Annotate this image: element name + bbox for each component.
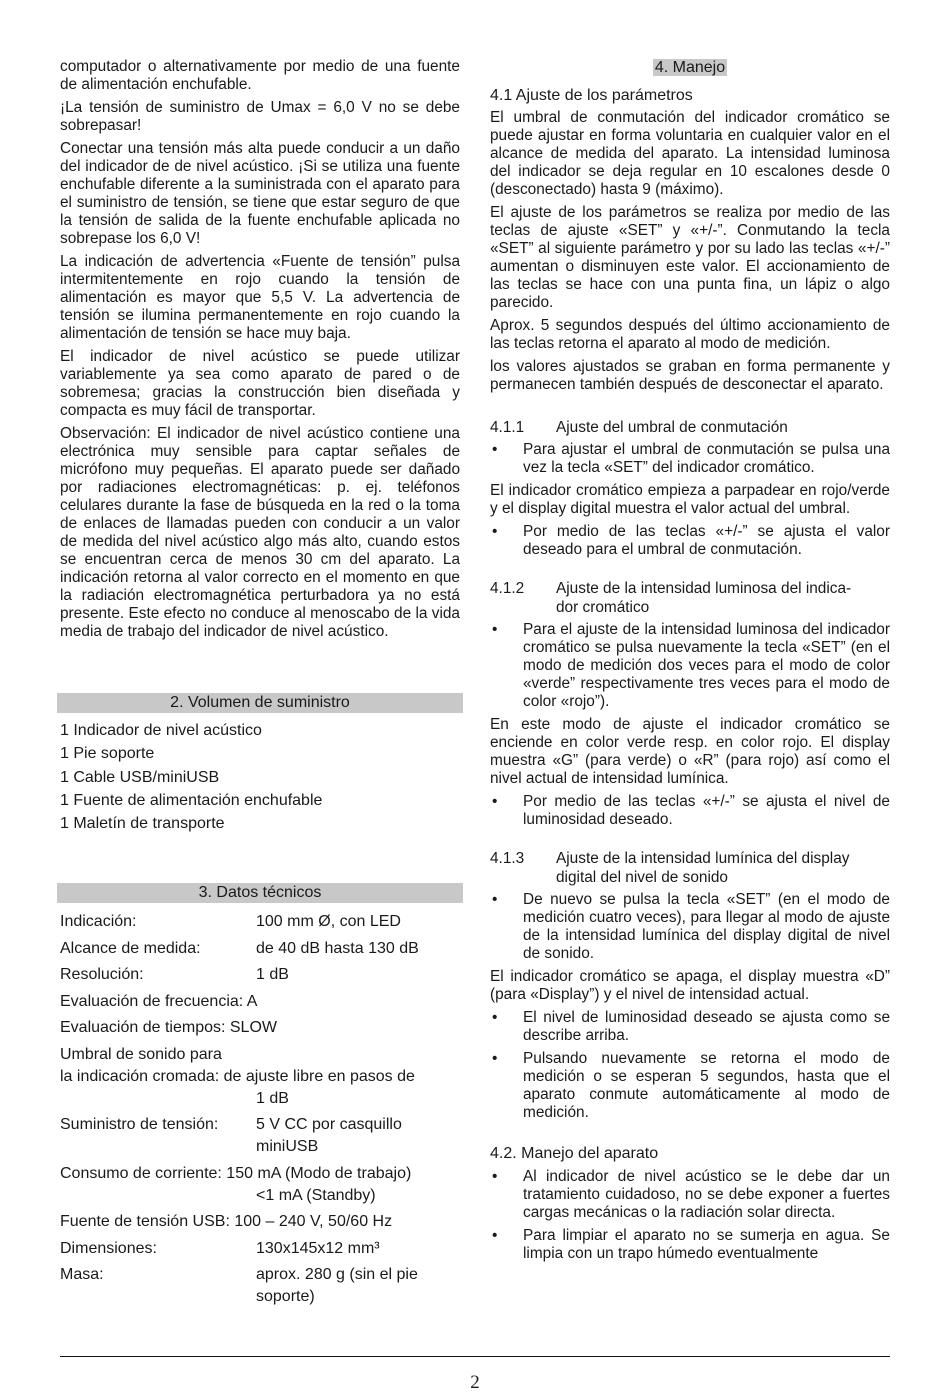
spec-row bbox=[60, 911, 460, 933]
section-number: 4.1.2 bbox=[490, 580, 525, 597]
bullet-item bbox=[490, 1227, 890, 1263]
paragraph: Aprox. 5 segundos después del último accionamiento de las teclas retorna el aparato al modo de medición. bbox=[490, 317, 890, 352]
bullet-text: El nivel de luminosidad deseado se ajusta como se describe arriba. bbox=[523, 1009, 890, 1044]
bullet-text: Para limpiar el aparato no se sumerja en agua. Se limpia con un trapo húmedo eventualmente bbox=[523, 1227, 890, 1262]
spec-label: Suministro de tensión: bbox=[60, 1116, 219, 1134]
spec-row bbox=[60, 1264, 460, 1308]
section-title: Ajuste de la intensidad lumínica del display bbox=[556, 850, 850, 867]
paragraph: El indicador cromático se apaga, el display muestra «D” (para «Display”) y el nivel de intensidad actual. bbox=[490, 968, 890, 1003]
spec-value: de 40 dB hasta 130 dB bbox=[256, 939, 419, 957]
paragraph: los valores ajustados se graban en forma permanente y permanecen también después de desconectar el aparato. bbox=[490, 358, 890, 393]
bullet-item bbox=[490, 621, 890, 711]
spec-value: 5 V CC por casquillo miniUSB bbox=[256, 1116, 402, 1156]
spec-current-line: Consumo de corriente: 150 mA (Modo de trabajo) bbox=[60, 1164, 412, 1182]
intro-paragraph: Conectar una tensión más alta puede conducir a un daño del indicador de de nivel acústico. ¡Si se utiliza una fuente enchufable diferente a la suministrada con el aparato para el suministro de tensión, se tiene que estar seguro de que la tensión de salida de la fuente enchufable aplicada no sobrepase los 6,0 V! bbox=[60, 140, 460, 247]
intro-paragraph: ¡La tensión de suministro de Umax = 6,0 V no se debe sobrepasar! bbox=[60, 99, 460, 134]
supply-item: 1 Fuente de alimentación enchufable bbox=[60, 791, 323, 809]
section-heading-tech: 3. Datos técnicos bbox=[57, 883, 463, 903]
bullet-item bbox=[490, 1009, 890, 1045]
spec-label: Masa: bbox=[60, 1266, 104, 1284]
subsubsection-heading bbox=[490, 418, 890, 437]
bullet-mark: • bbox=[492, 793, 498, 810]
bullet-item bbox=[490, 523, 890, 559]
section-heading-wrap bbox=[490, 58, 890, 78]
section-heading-manejo: 4. Manejo bbox=[654, 59, 726, 76]
bullet-mark: • bbox=[492, 1009, 498, 1026]
bullet-mark: • bbox=[492, 621, 498, 638]
section-title: digital del nivel de sonido bbox=[556, 869, 728, 886]
spec-row bbox=[60, 1114, 460, 1158]
bullet-text: Para el ajuste de la intensidad luminosa del indicador cromático se pulsa nuevamente la tecla «SET” (en el modo de medición dos veces para el modo de color «verde” respectivamente tres veces para el modo de color «rojo”). bbox=[523, 621, 890, 710]
subsubsection-heading bbox=[490, 579, 890, 617]
section-number: 4.1.1 bbox=[490, 419, 525, 436]
page-number: 2 bbox=[470, 1372, 480, 1393]
spec-row: Evaluación de tiempos: SLOW bbox=[60, 1019, 277, 1037]
bullet-text: Pulsando nuevamente se retorna el modo de medición o se esperan 5 segundos, hasta que el aparato conmute automáticamente al modo de medición. bbox=[523, 1050, 890, 1121]
supply-item: 1 Indicador de nivel acústico bbox=[60, 722, 262, 739]
spec-value: 1 dB bbox=[256, 966, 289, 984]
bullet-item bbox=[490, 441, 890, 477]
spec-threshold-line: la indicación cromada: de ajuste libre en pasos de bbox=[60, 1067, 415, 1085]
subsection-heading: 4.1 Ajuste de los parámetros bbox=[490, 87, 693, 104]
bullet-text: Por medio de las teclas «+/-” se ajusta el valor deseado para el umbral de conmutación. bbox=[523, 523, 890, 558]
spec-threshold-line: Umbral de sonido para bbox=[60, 1045, 222, 1063]
bullet-mark: • bbox=[492, 1227, 498, 1244]
bullet-item bbox=[490, 1050, 890, 1122]
supply-item: 1 Maletín de transporte bbox=[60, 815, 225, 833]
subsubsection-heading bbox=[490, 849, 890, 887]
paragraph: En este modo de ajuste el indicador cromático se enciende en color verde resp. en color rojo. El display muestra «G” (para verde) o «R” (para rojo) así como el nivel actual de intensidad lumínica. bbox=[490, 716, 890, 787]
section-title: dor cromático bbox=[556, 599, 650, 616]
bullet-item bbox=[490, 1168, 890, 1222]
spec-label: Dimensiones: bbox=[60, 1239, 157, 1257]
spec-row bbox=[60, 1238, 460, 1260]
bullet-mark: • bbox=[492, 1168, 498, 1185]
paragraph: El indicador cromático empieza a parpadear en rojo/verde y el display digital muestra el valor actual del umbral. bbox=[490, 482, 890, 517]
supply-item: 1 Pie soporte bbox=[60, 745, 155, 763]
footer-rule bbox=[60, 1356, 890, 1357]
bullet-mark: • bbox=[492, 441, 498, 458]
right-column bbox=[490, 58, 890, 1268]
bullet-item bbox=[490, 793, 890, 829]
supply-item: 1 Cable USB/miniUSB bbox=[60, 768, 220, 786]
section-number: 4.1.3 bbox=[490, 850, 525, 867]
bullet-mark: • bbox=[492, 523, 498, 540]
intro-paragraph: La indicación de advertencia «Fuente de tensión” pulsa intermitentemente en rojo cuando la tensión de alimentación es mayor que 5,5 V. La advertencia de tensión se ilumina permanentemente en rojo cuando la alimentación de tensión se hace muy baja. bbox=[60, 253, 460, 342]
spec-row: Evaluación de frecuencia: A bbox=[60, 992, 258, 1010]
section-heading-supply: 2. Volumen de suministro bbox=[57, 693, 463, 713]
spec-current-cont bbox=[60, 1185, 460, 1207]
intro-paragraph: computador o alternativamente por medio de una fuente de alimentación enchufable. bbox=[60, 58, 460, 93]
bullet-text: Por medio de las teclas «+/-” se ajusta el nivel de luminosidad deseado. bbox=[523, 793, 890, 828]
spec-label: Resolución: bbox=[60, 966, 144, 984]
bullet-mark: • bbox=[492, 1050, 498, 1067]
bullet-text: Al indicador de nivel acústico se le debe dar un tratamiento cuidadoso, no se debe exponer a fuertes cargas mecánicas o la radiación solar directa. bbox=[523, 1168, 890, 1221]
left-column bbox=[60, 58, 460, 1313]
paragraph: El ajuste de los parámetros se realiza por medio de las teclas de ajuste «SET” y «+/-”. Conmutando la tecla «SET” al siguiente parámetro y por su lado las teclas «+/-” aumentan o disminuyen este valor. El accionamiento de las teclas se hace con una punta fina, un lápiz o algo parecido. bbox=[490, 204, 890, 311]
spec-row bbox=[60, 938, 460, 960]
spec-current-line: <1 mA (Standby) bbox=[256, 1186, 376, 1204]
spec-threshold-line: 1 dB bbox=[256, 1089, 289, 1107]
section-title: Ajuste del umbral de conmutación bbox=[556, 419, 788, 436]
spec-row: Fuente de tensión USB: 100 – 240 V, 50/60 Hz bbox=[60, 1213, 393, 1231]
paragraph: El umbral de conmutación del indicador cromático se puede ajustar en forma voluntaria en cualquier valor en el alcance de medida del aparato. La intensidad luminosa del indicador se deja regular en 10 escalones desde 0 (desconectado) hasta 9 (máximo). bbox=[490, 109, 890, 198]
intro-paragraph: Observación: El indicador de nivel acústico contiene una electrónica muy sensible para captar señales de micrófono muy pequeñas. El aparato puede ser dañado por radiaciones electromagnéticas: p. ej. teléfonos celulares durante la fase de búsqueda en la red o la toma de enlaces de llamadas pueden con conducir a un valor de medida del nivel acústico algo más alto, cuando estos se encuentran cerca de menos 30 cm del aparato. La indicación retorna al valor correcto en el momento en que la radiación electromagnética perturbadora ya no está presente. Este efecto no conduce al menoscabo de la vida media de trabajo del indicador de nivel acústico. bbox=[60, 425, 460, 640]
spec-threshold-cont bbox=[60, 1088, 460, 1110]
spec-row bbox=[60, 964, 460, 986]
spec-value: 100 mm Ø, con LED bbox=[256, 913, 401, 931]
bullet-text: Para ajustar el umbral de conmutación se pulsa una vez la tecla «SET” del indicador cromático. bbox=[523, 441, 890, 476]
spec-label: Indicación: bbox=[60, 913, 137, 931]
bullet-item bbox=[490, 891, 890, 963]
spec-label: Alcance de medida: bbox=[60, 939, 201, 957]
bullet-text: De nuevo se pulsa la tecla «SET” (en el modo de medición cuatro veces), para llegar al modo de ajuste de la intensidad lumínica del display digital de nivel de sonido. bbox=[523, 891, 890, 962]
spec-value: 130x145x12 mm³ bbox=[256, 1239, 380, 1257]
subsection-heading: 4.2. Manejo del aparato bbox=[490, 1145, 659, 1162]
bullet-mark: • bbox=[492, 891, 498, 908]
spec-value: aprox. 280 g (sin el pie soporte) bbox=[256, 1266, 418, 1306]
section-title: Ajuste de la intensidad luminosa del indica- bbox=[556, 580, 852, 597]
intro-paragraph: El indicador de nivel acústico se puede utilizar variablemente ya sea como aparato de pared o de sobremesa; gracias la construcción bien diseñada y compacta es muy fácil de transportar. bbox=[60, 348, 460, 419]
